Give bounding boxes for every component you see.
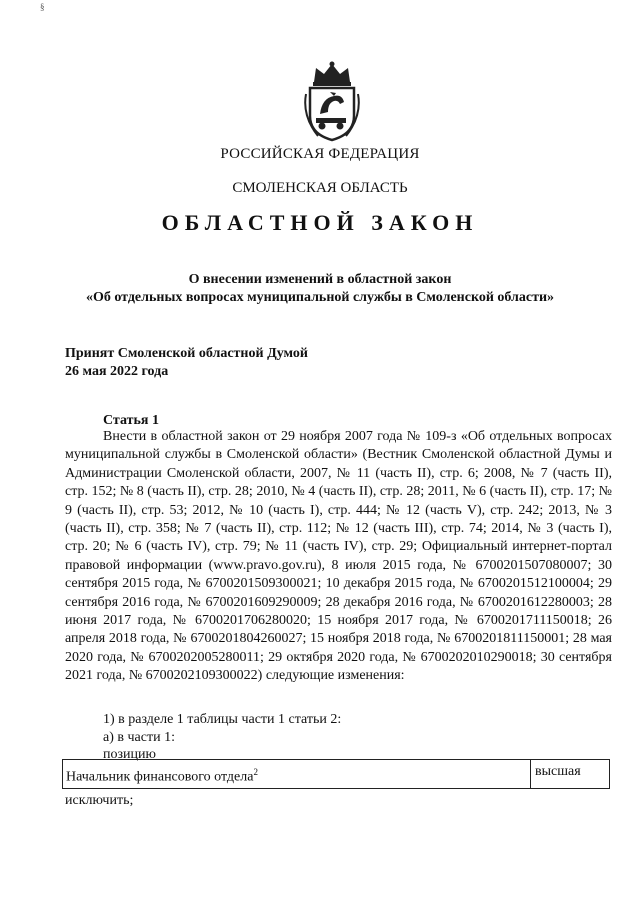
article-heading: Статья 1 bbox=[103, 413, 159, 428]
adoption-info bbox=[65, 345, 308, 381]
law-title-line1: О внесении изменений в областной закон bbox=[188, 272, 452, 287]
list-item-1a: а) в части 1: bbox=[103, 730, 175, 745]
article-body-text: Внести в областной закон от 29 ноября 2007 года № 109-з «Об отдельных вопросах муниципальной службы в Смоленской области» (Вестник Смоленской областной Думы и Администрации Смоленской области, 2007, № 11 (часть II), стр. 6; 2008, № 7 (часть II), стр. 152; № 8 (часть II), стр. 28; 2010, № 4 (часть II), стр. 28; 2011, № 6 (часть II), стр. 17; № 9 (часть II), стр. 53; 2012, № 10 (часть I), стр. 444; № 12 (часть V), стр. 242; 2013, № 3 (часть II), стр. 358; № 7 (часть II), стр. 112; № 12 (часть III), стр. 74; 2014, № 3 (часть I), стр. 20; № 6 (часть IV), стр. 79; № 11 (часть IV), стр. 29; Официальный интернет-портал правовой информации (www.pravo.gov.ru), 8 июля 2015 года, № 6700201507080007; 30 сентября 2015 года, № 6700201509300021; 10 декабря 2015 года, № 6700201512100004; 29 сентября 2016 года, № 6700201609290009; 28 декабря 2016 года, № 6700201612280003; 28 июня 2017 года, № 6700201706280020; 15 ноября 2017 года, № 6700201711150018; 26 апреля 2018 года, № 6700201804260027; 15 ноября 2018 года, № 6700201811150001; 28 мая 2020 года, № 6700202005280011; 29 октября 2020 года, № 6700202010290018; 30 сентября 2021 года, № 6700202109300022) следующие изменения: bbox=[65, 429, 612, 684]
country-heading: РОССИЙСКАЯ ФЕДЕРАЦИЯ bbox=[220, 146, 420, 162]
position-name: Начальник финансового отдела$^2$ bbox=[66, 767, 258, 785]
position-label: позицию bbox=[103, 747, 156, 762]
adoption-date: 26 мая 2022 года bbox=[65, 364, 169, 379]
smolensk-coat-of-arms-icon bbox=[300, 60, 364, 142]
position-table bbox=[62, 759, 610, 789]
corner-mark: § bbox=[40, 2, 45, 12]
document-type-heading: ОБЛАСТНОЙ ЗАКОН bbox=[161, 210, 479, 235]
exclude-text: исключить; bbox=[65, 793, 134, 808]
footnote-mark: 2 bbox=[253, 767, 258, 777]
region-heading: СМОЛЕНСКАЯ ОБЛАСТЬ bbox=[232, 180, 408, 196]
list-item-1: 1) в разделе 1 таблицы части 1 статьи 2: bbox=[103, 712, 342, 727]
adoption-line1: Принят Смоленской областной Думой bbox=[65, 346, 308, 361]
position-group: высшая bbox=[535, 764, 581, 779]
law-title bbox=[0, 271, 640, 307]
law-title-line2: «Об отдельных вопросах муниципальной службы в Смоленской области» bbox=[85, 290, 555, 305]
